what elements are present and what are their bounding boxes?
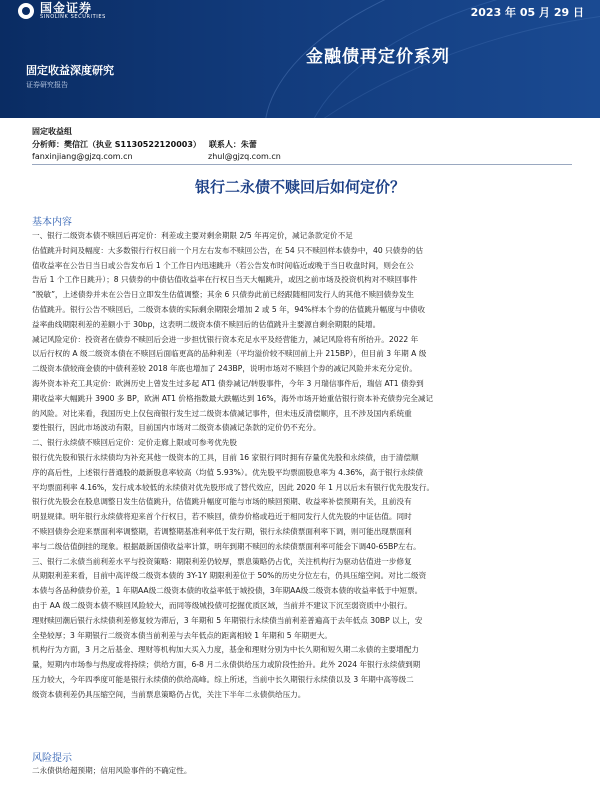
text-line: 二永债供给超预期；信用风险事件的不确定性。: [32, 766, 192, 775]
text-line: 率与二级估值倒挂的现象。根据最新国债收益率计算，明年到期不赎回的永续债票面利率可能会下调40-65BP左右。: [32, 541, 421, 551]
contact-email[interactable]: zhul@gjzq.com.cn: [208, 152, 281, 161]
text-line: 益率曲线期限利差的差额小于 30bp，这表明二级资本债不赎回后的估值跳升主要源自剩余期限的陡增。: [32, 319, 381, 329]
report-subtype: 证券研究报告: [26, 81, 68, 89]
text-line: 明显规律。明年银行永续债将迎来首个行权日，若不赎回，债券价格或趋近于相同发行人优先股的中证估值。同时: [32, 512, 412, 522]
text-line: 一、银行二级资本债不赎回后再定价：利差或主要对剩余期限 2/5 年再定价，减记条款定价不足: [32, 231, 353, 240]
text-line: 值收益率在公告日当日或公告发布后 1 个工作日内迅速跳升（若公告发布时间临近或晚于当日收盘时间，则会在公: [32, 260, 414, 270]
text-line: 要性银行，因此市场波动有限，目前国内市场对二级资本债减记条款的定价仍不充分。: [32, 423, 321, 433]
logo-icon: [18, 3, 34, 19]
risk-text: [32, 764, 572, 779]
analyst-name: 分析师：樊信江（执业 S1130522120003）: [32, 139, 201, 149]
text-line: 减记风险定价：投资者在债券不赎回后会进一步担忧银行资本充足水平及经营能力，减记风险将有所抬升。2022 年: [32, 334, 419, 344]
document-title: 银行二永债不赎回后如何定价？: [194, 178, 405, 196]
text-line: 从期限利差来看，目前中高评级二级资本债的 3Y-1Y 期限利差位于 50%的历史分位左右，仍具压缩空间。对比二级资: [32, 571, 427, 581]
series-title: 金融债再定价系列: [306, 47, 450, 67]
text-line: 银行优先股会在股息调整日发生估值跳升，估值跳升幅度可能与市场的赎回预期、收益率补偿预期有关，且前没有: [32, 497, 412, 507]
text-line: 序的高后性，上述银行普通股的最新股息率较高（均值 5.93%）。优先股平均票面股息率为 4.36%，高于银行永续债: [32, 467, 423, 477]
section-heading-basic: 基本内容: [32, 217, 72, 228]
text-line: 海外资本补充工具定价：欧洲历史上曾发生过多起 AT1 债券减记/转股事件，今年 3 月瑞信事件后，瑞信 AT1 债券到: [32, 378, 424, 388]
text-line: 本债与各品种债券价差，1 年期AA级二级资本债的收益率低于城投债，3年期AA级二级资本债的收益率低于中短票。: [32, 586, 423, 596]
text-line: 以后行权的 A 级二级资本债在不赎回后面临更高的品种利差（平均溢价较不赎回前上升 215BP），但目前 3 年期 A 级: [32, 349, 427, 359]
report-type: 固定收益深度研究: [26, 64, 114, 77]
logo-text-en: SINOLINK SECURITIES: [40, 14, 106, 20]
text-line: 二级资本债较商金债的中债利差较 2018 年底也增加了 243BP，说明市场对不赎回个券的减记风险并未充分定价。: [32, 364, 417, 374]
text-line: 平均票面利率 4.16%，发行成本较低的永续债对优先股形成了替代效应，因此 2020 年 1 月以后未有银行优先股发行。: [32, 482, 435, 492]
research-group: 固定收益组: [32, 127, 72, 136]
report-header-banner: [0, 0, 600, 118]
divider: [32, 164, 572, 165]
company-logo: [18, 2, 106, 20]
text-line: “脱敏”，上述债券并未在公告日立即发生估值调整；其余 6 只债券此前已经跟随相同发行人的其他不赎回债券发生: [32, 290, 415, 300]
analyst-info: [32, 126, 572, 164]
analyst-email[interactable]: fanxinjiang@gjzq.com.cn: [32, 152, 133, 161]
text-line: 级资本债利差仍具压缩空间，当前票息策略仍占优，关注下半年二永债供给压力。: [32, 689, 306, 699]
text-line: 银行优先股和银行永续债均为补充其他一级资本的工具，目前 16 家银行同时拥有存量优先股和永续债，由于清偿顺: [32, 452, 419, 462]
text-line: 估值跳升时间及幅度：大多数银行行权日前一个月左右发布不赎回公告，在 54 只不赎回样本债券中，40 只债券的估: [32, 245, 424, 255]
body-text: [32, 229, 572, 703]
text-line: 的风险。对比来看，我国历史上仅包商银行发生过二级资本债减记事件，但未违反清偿顺序，且不涉及国内系统重: [32, 408, 412, 418]
text-line: 不赎回债券会迎来票面利率调整期，若调整期基准利率低于发行期，银行永续债票面利率下调，则可能出现票面利: [32, 526, 412, 536]
text-line: 告后 1 个工作日跳升）；8 只债券的中债估值收益率在行权日当天大幅跳升，或因之前市场及投资机构对不赎回事件: [32, 275, 418, 285]
text-line: 机构行为方面，3 月之后基金、理财等机构加大买入力度，基金和理财分别为中长久期和短久期二永债的主要增配力: [32, 645, 419, 655]
text-line: 量，短期内市场参与热度或将持续；供给方面，6-8 月二永债供给压力或阶段性抬升。此外 2024 年银行永续债到期: [32, 660, 421, 670]
text-line: 由于 AA 级二级资本债不赎回风险较大，而同等级城投债可挖掘优质区域，当前并不建议下沉至弱资质中小银行。: [32, 600, 412, 610]
text-line: 三、银行二永债当前利差水平与投资策略：期限利差仍较厚，票息策略仍占优，关注机构行为驱动估值进一步修复: [32, 556, 412, 566]
report-date: 2023 年 05 月 29 日: [470, 6, 584, 19]
text-line: 压力较大，今年四季度可能是银行永续债的供给高峰。综上所述，当前中长久期银行永续债以及 3 年期中高等级二: [32, 674, 414, 684]
contact-name: 联系人：朱蕾: [208, 139, 257, 149]
logo-text-cn: 国金证券: [40, 1, 93, 15]
text-line: 全垫较厚；3 年期银行二级资本债当前利差与去年低点的距离相较 1 年期和 5 年期更大。: [32, 630, 332, 640]
text-line: 理财赎回潮后银行永续债利差修复较为滞后，3 年期和 5 年期银行永续债当前利差普遍高于去年低点 30BP 以上，安: [32, 615, 423, 625]
text-line: 估值跳升。银行公告不赎回后，二级资本债的实际剩余期限会增加 2 或 5 年，94%样本个券的估值跳升幅度与中债收: [32, 304, 426, 314]
text-line: 期收益率大幅跳升 3900 多 BP，欧洲 AT1 价格指数最大跌幅达到 16%，海外市场开始重估银行资本补充债券完全减记: [32, 393, 434, 403]
section-heading-risk: 风险提示: [32, 753, 72, 764]
text-line: 二、银行永续债不赎回后定价：定价走廊上限或可参考优先股: [32, 438, 238, 448]
